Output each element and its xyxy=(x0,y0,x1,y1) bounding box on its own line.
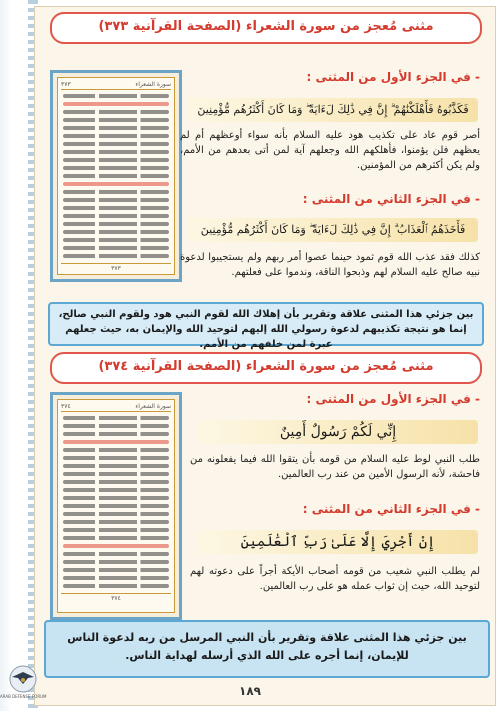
eagle-emblem-icon xyxy=(8,664,38,694)
mushaf-page-header xyxy=(61,403,171,412)
mushaf-surah-name: سورة الشعراء xyxy=(135,403,171,410)
mushaf-page-header xyxy=(61,81,171,90)
logo-text: ARAB DEFENSE FORUM xyxy=(0,694,47,699)
forum-logo xyxy=(0,664,46,708)
mushaf-page-footer: ٣٧٣ xyxy=(61,263,171,272)
section-374 xyxy=(40,352,492,652)
section-header: مثنى مُعجز من سورة الشعراء (الصفحة القرآنية ٣٧٣) xyxy=(50,12,482,44)
mushaf-page-inner xyxy=(57,77,175,275)
mushaf-page-image xyxy=(50,392,182,620)
mushaf-surah-name: سورة الشعراء xyxy=(135,81,171,88)
mushaf-page-number: ٣٧٤ xyxy=(61,403,71,410)
section-conclusion: بين جزئي هذا المثنى علاقة وتقرير بأن إهلاك الله لقوم النبي هود ولقوم النبي صالح، إنما هو نتيجة تكذيبهم لدعوة رسولي الله إليهم لتوحيد الله والإيمان به، حيث جعلهم عبرة لمن خلفهم من الأمم. xyxy=(48,302,484,346)
mushaf-page-footer: ٣٧٤ xyxy=(61,593,171,602)
mushaf-page-image xyxy=(50,70,182,282)
part1-title: - في الجزء الأول من المثنى : xyxy=(306,70,480,84)
part2-verse: فَأَخَذَهُمُ ٱلْعَذَابُ ۗ إِنَّ فِي ذَٰلِكَ لَءَايَةً ۖ وَمَا كَانَ أَكْثَرُهُم مُّؤْمِنِينَ xyxy=(188,218,478,242)
part2-title: - في الجزء الثاني من المثنى : xyxy=(302,502,480,516)
part1-explanation: طلب النبي لوط عليه السلام من قومه بأن يتقوا الله فيما يفعلونه من فاحشة، لأنه الرسول الأمين من عند رب العالمين. xyxy=(190,454,480,480)
part2-title: - في الجزء الثاني من المثنى : xyxy=(302,192,480,206)
part2-explanation: لم يطلب النبي شعيب من قومه أصحاب الأيكة أجراً على دعوته لهم لتوحيد الله، حيث إن ثواب عمله هو على رب العالمين. xyxy=(190,566,480,592)
mushaf-text-lines xyxy=(61,92,171,260)
part2-explanation: كذلك فقد عذب الله قوم ثمود حينما عصوا أمر ربهم ولم يستجيبوا لدعوة نبيه صالح عليه السلام لهم وذبحوا الناقة، وندموا على فعلتهم. xyxy=(180,252,480,278)
section-header: مثنى مُعجز من سورة الشعراء (الصفحة القرآنية ٣٧٤) xyxy=(50,352,482,384)
page-number: ١٨٩ xyxy=(239,684,261,698)
part1-title: - في الجزء الأول من المثنى : xyxy=(306,392,480,406)
section-373 xyxy=(40,12,492,348)
binding-edge xyxy=(0,0,12,711)
mushaf-text-lines xyxy=(61,414,171,590)
part1-verse: إِنِّي لَكُمْ رَسُولٌ أَمِينٌ xyxy=(198,420,478,444)
part1-explanation: أصر قوم عاد على تكذيب هود عليه السلام بأنه سواء أوعظهم أم لم يعظهم فلن يؤمنوا، فأهلكهم الله وجعلهم آية لمن أتى بعدهم من الأمم، ولم يكن أكثرهم من المؤمنين. xyxy=(180,130,480,171)
part1-verse: فَكَذَّبُوهُ فَأَهْلَكْنَٰهُمْ ۗ إِنَّ فِي ذَٰلِكَ لَءَايَةً ۖ وَمَا كَانَ أَكْثَرُهُم مُّؤْمِنِينَ xyxy=(188,98,478,122)
mushaf-page-number: ٣٧٣ xyxy=(61,81,71,88)
mushaf-page-inner xyxy=(57,399,175,613)
part2-verse: إِنْ أَجْرِيَ إِلَّا عَلَىٰ رَبِّ ٱلْعَٰلَمِينَ xyxy=(198,530,478,554)
section-conclusion: بين جزئي هذا المثنى علاقة وتقرير بأن النبي المرسل من ربه لدعوة الناس للإيمان، إنما أجره على الله الذي أرسله لهداية الناس. xyxy=(44,620,490,678)
